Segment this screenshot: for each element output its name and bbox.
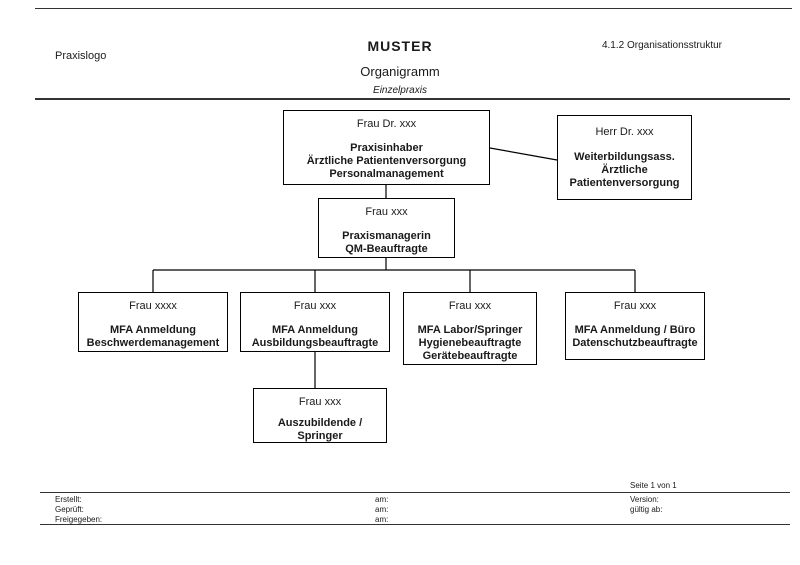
person-name: Frau xxx <box>293 300 337 312</box>
footer-divider-top <box>40 492 790 493</box>
person-roles <box>79 324 227 350</box>
footer-label: Geprüft: <box>55 505 84 514</box>
footer-row-geprueft <box>0 505 800 515</box>
footer-divider-bottom <box>40 524 790 525</box>
person-roles <box>566 324 704 350</box>
role-line: Praxismanagerin <box>342 230 431 242</box>
role-line: Weiterbildungsass. <box>574 151 675 163</box>
footer-label: Freigegeben: <box>55 515 103 524</box>
org-box-praxismanagerin <box>318 198 455 258</box>
role-line: MFA Anmeldung <box>272 324 358 336</box>
org-box-mfa-ausbildungsbeauftragte <box>240 292 390 352</box>
role-line: Ausbildungsbeauftragte <box>251 337 379 349</box>
person-name: Frau xxx <box>365 206 408 218</box>
practice-type-label: Einzelpraxis <box>373 85 427 96</box>
org-box-praxisinhaber <box>283 110 490 185</box>
org-box-mfa-labor-springer <box>403 292 537 365</box>
person-name: Frau Dr. xxx <box>356 118 417 130</box>
role-line: MFA Labor/Springer <box>417 324 523 336</box>
document-reference: 4.1.2 Organisationsstruktur <box>601 40 722 51</box>
person-name: Frau xxxx <box>129 300 177 312</box>
org-box-mfa-beschwerdemanagement <box>78 292 228 352</box>
role-line: Springer <box>297 430 343 442</box>
role-line: QM-Beauftragte <box>345 243 428 255</box>
footer-am-label: am: <box>375 505 389 514</box>
footer-label: Erstellt: <box>55 495 82 504</box>
footer-am-label: am: <box>375 495 389 504</box>
role-line: Beschwerdemanagement <box>86 337 220 349</box>
org-box-auszubildende <box>253 388 387 443</box>
footer-am-label: am: <box>375 515 389 524</box>
person-name: Frau xxx <box>448 300 492 312</box>
role-line: Praxisinhaber <box>350 142 423 154</box>
page-number: Seite 1 von 1 <box>630 481 677 490</box>
role-line: Personalmanagement <box>329 168 444 180</box>
person-roles <box>254 417 386 443</box>
person-name: Frau xxx <box>613 300 657 312</box>
role-line: Datenschutzbeauftragte <box>572 337 698 349</box>
person-name: Herr Dr. xxx <box>595 126 654 138</box>
role-line: Auszubildende / <box>277 417 363 429</box>
role-line: Patientenversorgung <box>569 177 680 189</box>
role-line: MFA Anmeldung / Büro <box>574 324 696 336</box>
org-box-mfa-datenschutzbeauftragte <box>565 292 705 360</box>
footer-version-label: Version: <box>630 495 659 504</box>
org-box-weiterbildungsassistent <box>557 115 692 200</box>
page-title: MUSTER <box>367 38 433 54</box>
person-roles <box>558 151 691 190</box>
role-line: Gerätebeauftragte <box>422 350 518 362</box>
person-roles <box>284 142 489 181</box>
role-line: Ärztliche <box>601 164 648 176</box>
person-roles <box>404 324 536 363</box>
person-roles <box>319 230 454 256</box>
page-subtitle: Organigramm <box>360 64 440 79</box>
praxislogo-placeholder: Praxislogo <box>55 50 107 62</box>
person-roles <box>241 324 389 350</box>
role-line: MFA Anmeldung <box>110 324 196 336</box>
role-line: Ärztliche Patientenversorgung <box>306 155 467 167</box>
footer-gueltig-label: gültig ab: <box>630 505 663 514</box>
person-name: Frau xxx <box>298 396 342 408</box>
footer-row-erstellt <box>0 495 800 505</box>
role-line: Hygienebeauftragte <box>418 337 522 349</box>
